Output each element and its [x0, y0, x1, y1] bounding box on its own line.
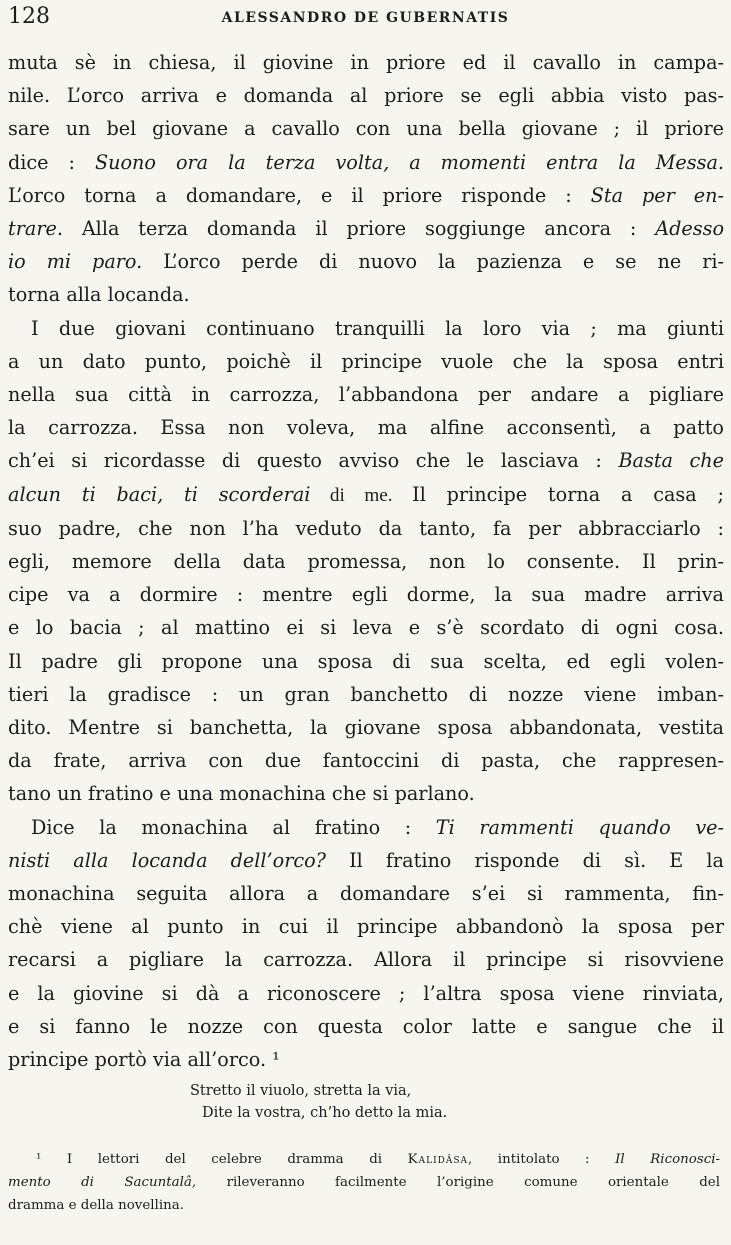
italic-text: Suono ora la terza volta, a momenti entra la Messa.: [94, 150, 724, 174]
text-line: e la giovine si dà a riconoscere ; l’altra sposa viene rinviata,: [8, 981, 724, 1005]
paragraph-3: [8, 811, 724, 1077]
italic-text: Ti rammenti quando ve-: [435, 815, 724, 839]
text-line: Il padre gli propone una sposa di sua scelta, ed egli volen-: [8, 649, 724, 673]
page-header: [8, 4, 723, 38]
text-line: suo padre, che non l’ha veduto da tanto, fa per abbracciarlo :: [8, 516, 724, 540]
text-line: nella sua città in carrozza, l’abbandona per andare a pigliare: [8, 383, 724, 407]
text-run: L’orco perde di nuovo la pazienza e se ne ri-: [142, 250, 724, 274]
text-run: Alla terza domanda il priore soggiunge ancora :: [62, 217, 656, 241]
text-line: [8, 811, 724, 844]
text-line: [8, 844, 724, 877]
text-line: dito. Mentre si banchetta, la giovane sposa abbandonata, vestita: [8, 716, 724, 740]
italic-text: Il Riconosci-: [615, 1152, 721, 1167]
verse-couplet: [190, 1080, 447, 1124]
text-line: sare un bel giovane a cavallo con una bella giovane ; il priore: [8, 117, 724, 141]
text-line: recarsi a pigliare la carrozza. Allora il principe si risovviene: [8, 948, 724, 972]
text-run: L’orco torna a domandare, e il priore risponde :: [8, 183, 591, 207]
page-number: 128: [8, 4, 50, 29]
italic-text: trare.: [8, 217, 63, 241]
text-line: e lo bacia ; al mattino ei si leva e s’è scordato di ogni cosa.: [8, 616, 724, 640]
text-line: [8, 179, 724, 212]
text-run: Il fratino risponde di sì. E la: [325, 848, 724, 872]
text-run: di me.: [310, 484, 413, 506]
text-run: dice :: [8, 150, 95, 174]
footnote-line: [8, 1148, 720, 1171]
italic-text: mento di Sacuntalâ,: [8, 1175, 197, 1190]
italic-text: Sta per en-: [590, 183, 725, 207]
paragraph-2: [8, 312, 724, 811]
text-run: Il principe torna a casa ;: [412, 482, 724, 506]
italic-text: Basta che: [618, 449, 724, 473]
text-line: [8, 245, 724, 278]
text-run: , intitolato :: [468, 1152, 616, 1167]
text-line: la carrozza. Essa non voleva, ma alfine acconsentì, a patto: [8, 416, 724, 440]
text-line: chè viene al punto in cui il principe abbandonò la sposa per: [8, 915, 724, 939]
text-line: [8, 146, 724, 179]
text-line: I due giovani continuano tranquilli la loro via ; ma giunti: [31, 316, 724, 340]
text-line: muta sè in chiesa, il giovine in priore ed il cavallo in campa-: [8, 51, 724, 74]
text-run: Dice la monachina al fratino :: [31, 815, 436, 839]
text-line: [8, 444, 724, 477]
main-text: [8, 46, 724, 1076]
text-run: ch’ei si ricordasse di questo avviso che le lasciava :: [8, 449, 619, 473]
paragraph-1: [8, 46, 724, 312]
footnote-line: dramma e della novellina.: [8, 1198, 184, 1213]
text-line: torna alla locanda.: [8, 283, 190, 307]
text-line: e si fanno le nozze con questa color latte e sangue che il: [8, 1014, 724, 1038]
footnote: [8, 1148, 720, 1217]
italic-text: alcun ti baci, ti scorderai: [8, 482, 311, 506]
text-line: monachina seguita allora a domandare s’ei si rammenta, fin-: [8, 882, 724, 906]
text-line: tano un fratino e una monachina che si parlano.: [8, 782, 475, 806]
italic-text: nisti alla locanda dell’orco?: [8, 848, 326, 872]
text-line: cipe va a dormire : mentre egli dorme, la sua madre arriva: [8, 583, 724, 607]
text-line: [8, 478, 724, 512]
text-line: principe portò via all’orco. ¹: [8, 1048, 280, 1072]
text-line: egli, memore della data promessa, non lo consente. Il prin-: [8, 550, 724, 574]
verse-line: Stretto il viuolo, stretta la via,: [190, 1083, 412, 1099]
verse-line: Dite la vostra, ch’ho detto la mia.: [202, 1105, 448, 1121]
italic-text: io mi paro.: [8, 250, 143, 274]
text-line: tieri la gradisce : un gran banchetto di nozze viene imban-: [8, 682, 724, 706]
footnote-line: [8, 1171, 720, 1194]
text-line: a un dato punto, poichè il principe vuole che la sposa entri: [8, 349, 724, 373]
author-name: Kalidâsa: [407, 1152, 469, 1167]
text-run: rileveranno facilmente l’origine comune orientale del: [196, 1175, 720, 1190]
text-run: ¹ I lettori del celebre dramma di: [36, 1152, 408, 1167]
text-line: [8, 212, 724, 245]
italic-text: Adesso: [655, 217, 724, 241]
text-line: nile. L’orco arriva e domanda al priore se egli abbia visto pas-: [8, 84, 724, 108]
text-line: da frate, arriva con due fantoccini di pasta, che rappresen-: [8, 749, 724, 773]
running-head: ALESSANDRO DE GUBERNATIS: [221, 10, 510, 26]
